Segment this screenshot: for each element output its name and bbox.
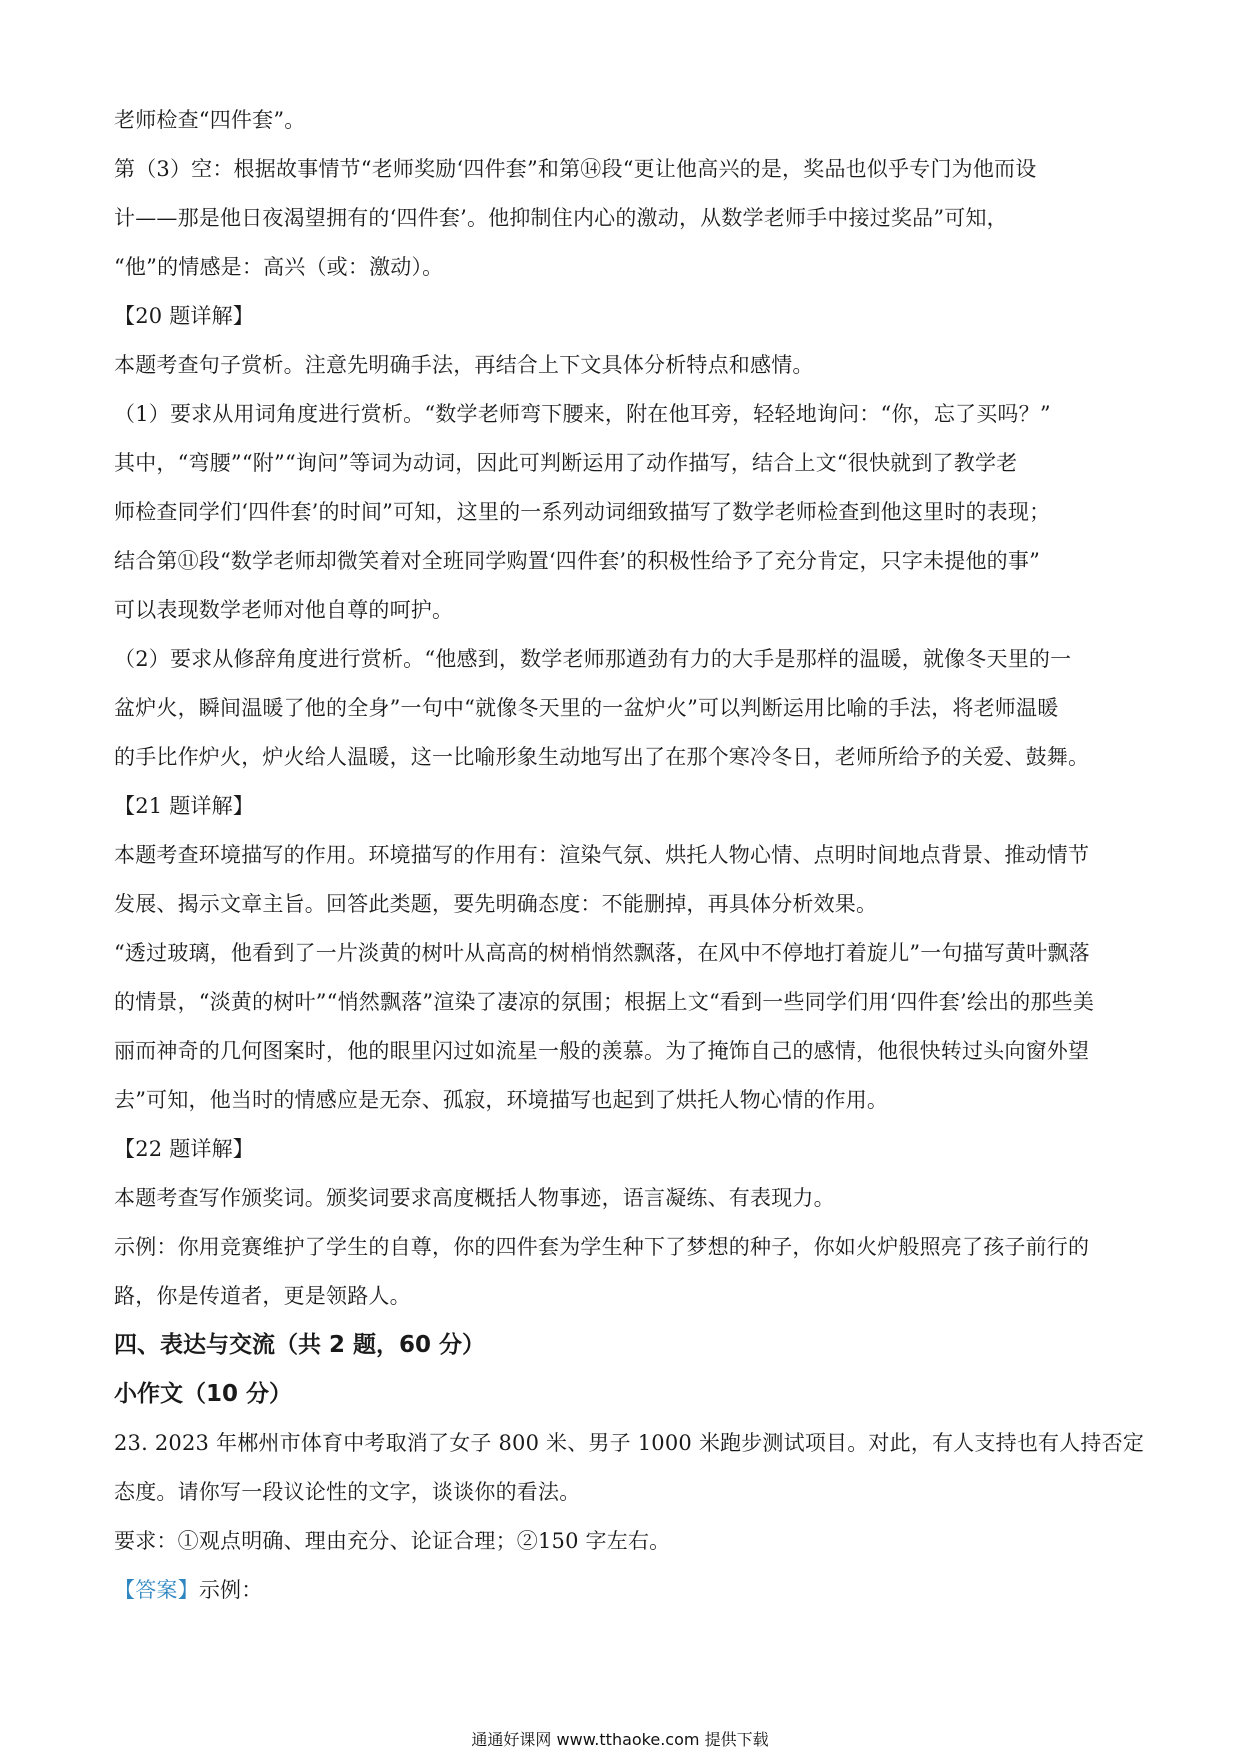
text-line: 老师检查“四件套”。 [114, 108, 306, 132]
text-line: 的情景，“淡黄的树叶”“悄然飘落”渲染了凄凉的氛围；根据上文“看到一些同学们用‘四件套’绘出的那些美 [114, 990, 1095, 1014]
text-line: “透过玻璃，他看到了一片淡黄的树叶从高高的树梢悄然飘落，在风中不停地打着旋儿”一句描写黄叶飘落 [114, 941, 1090, 965]
text-line: 示例：你用竞赛维护了学生的自尊，你的四件套为学生种下了梦想的种子，你如火炉般照亮了孩子前行的 [114, 1235, 1090, 1259]
text-line: 发展、揭示文章主旨。回答此类题，要先明确态度：不能删掉，再具体分析效果。 [114, 892, 878, 916]
text-line: （2）要求从修辞角度进行赏析。“他感到，数学老师那遒劲有力的大手是那样的温暖，就像冬天里的一 [114, 647, 1072, 671]
page-footer [0, 1727, 1240, 1750]
footer-url-link[interactable]: www.tthaoke.com [556, 1730, 700, 1749]
text-line: 本题考查写作颁奖词。颁奖词要求高度概括人物事迹，语言凝练、有表现力。 [114, 1186, 835, 1210]
text-line: 的手比作炉火，炉火给人温暖，这一比喻形象生动地写出了在那个寒冷冬日，老师所给予的关爱、鼓舞。 [114, 745, 1090, 769]
text-line: 盆炉火，瞬间温暖了他的全身”一句中“就像冬天里的一盆炉火”可以判断运用比喻的手法，将老师温暖 [114, 696, 1059, 720]
text-line: 可以表现数学老师对他自尊的呵护。 [114, 598, 454, 622]
text-line: 丽而神奇的几何图案时，他的眼里闪过如流星一般的羡慕。为了掩饰自己的感情，他很快转过头向窗外望 [114, 1039, 1090, 1063]
sub-heading: 小作文（10 分） [114, 1381, 293, 1407]
question-20-heading: 【20 题详解】 [114, 304, 254, 328]
question-requirements: 要求：①观点明确、理由充分、论证合理；②150 字左右。 [114, 1529, 671, 1553]
text-line: 第（3）空：根据故事情节“老师奖励‘四件套”和第⑭段“更让他高兴的是，奖品也似乎专门为他而设 [114, 157, 1037, 181]
answer-text: 示例： [198, 1578, 263, 1602]
text-line: “他”的情感是：高兴（或：激动）。 [114, 255, 444, 279]
text-line: 师检查同学们‘四件套’的时间”可知，这里的一系列动词细致描写了数学老师检查到他这里时的表现； [114, 500, 1051, 524]
question-21-heading: 【21 题详解】 [114, 794, 254, 818]
text-line: 其中，“弯腰”“附”“询问”等词为动词，因此可判断运用了动作描写，结合上文“很快就到了教学老 [114, 451, 1018, 475]
text-line: 计——那是他日夜渴望拥有的‘四件套’。他抑制住内心的激动，从数学老师手中接过奖品”可知， [114, 206, 1008, 230]
text-line: 本题考查句子赏析。注意先明确手法，再结合上下文具体分析特点和感情。 [114, 353, 814, 377]
text-line: 本题考查环境描写的作用。环境描写的作用有：渲染气氛、烘托人物心情、点明时间地点背景、推动情节 [114, 843, 1090, 867]
question-text: 23. 2023 年郴州市体育中考取消了女子 800 米、男子 1000 米跑步测试项目。对此，有人支持也有人持否定 [114, 1431, 1145, 1455]
document-page [114, 96, 1145, 1615]
answer-tag: 【答案】 [114, 1578, 199, 1602]
section-heading: 四、表达与交流（共 2 题，60 分） [114, 1332, 486, 1358]
text-line: 去”可知，他当时的情感应是无奈、孤寂，环境描写也起到了烘托人物心情的作用。 [114, 1088, 889, 1112]
answer-line [114, 1566, 1136, 1615]
text-line: （1）要求从用词角度进行赏析。“数学老师弯下腰来，附在他耳旁，轻轻地询问：“你，忘了买吗？” [114, 402, 1051, 426]
text-line: 路，你是传道者，更是领路人。 [114, 1284, 411, 1308]
text-line: 结合第⑪段“数学老师却微笑着对全班同学购置‘四件套’的积极性给予了充分肯定，只字未提他的事” [114, 549, 1041, 573]
footer-site-name: 通通好课网 [471, 1730, 552, 1749]
footer-suffix: 提供下载 [704, 1730, 769, 1749]
question-text: 态度。请你写一段议论性的文字，谈谈你的看法。 [114, 1480, 581, 1504]
question-22-heading: 【22 题详解】 [114, 1137, 254, 1161]
